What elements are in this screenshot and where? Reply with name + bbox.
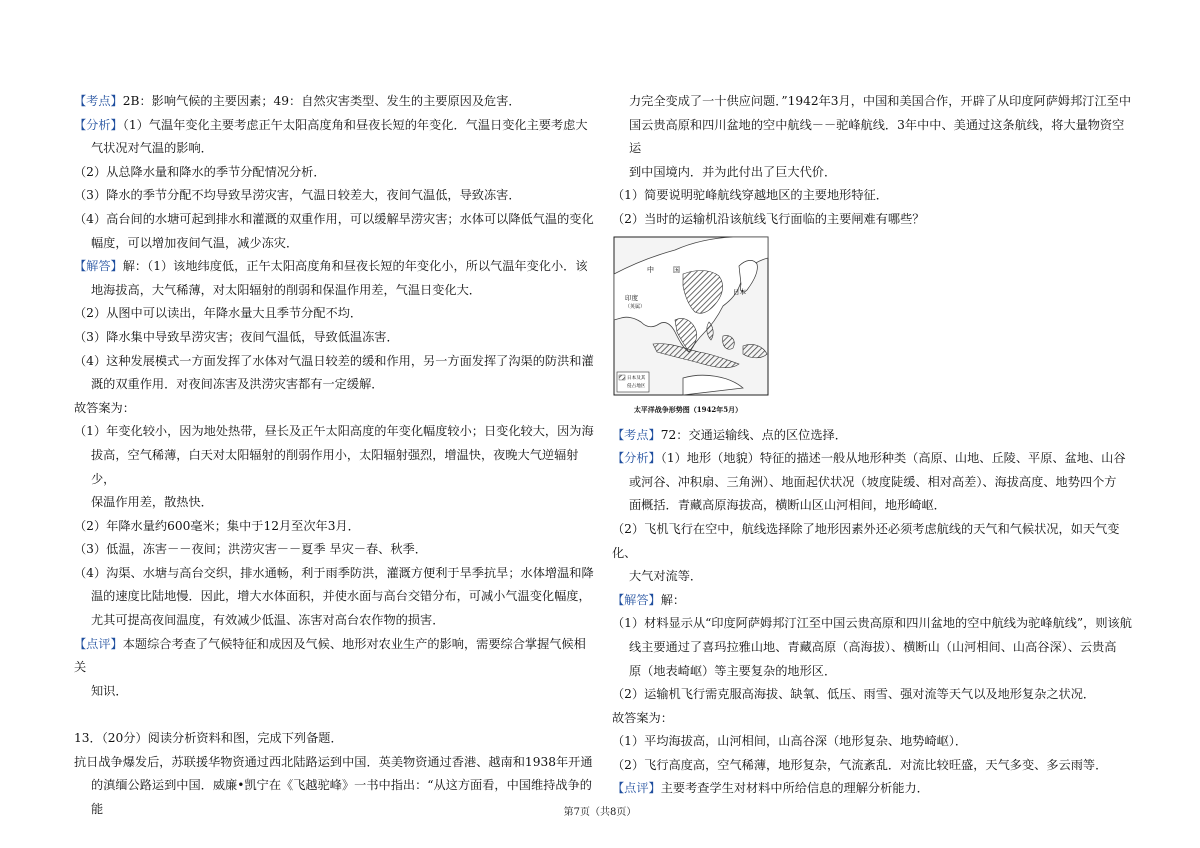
line-text: （3）降水的季节分配不均导致旱涝灾害，气温日较差大，夜间气温低，导致冻害．	[74, 188, 521, 203]
text-line	[612, 114, 1134, 161]
text-line	[612, 161, 1134, 185]
text-line	[612, 471, 1134, 495]
text-line	[74, 444, 594, 491]
line-text: 大气对流等．	[629, 569, 703, 584]
left-column	[74, 90, 594, 821]
line-text: 解：（1）该地纬度低，正午太阳高度角和昼夜长短的年变化小，所以气温年变化小．该	[122, 259, 588, 274]
line-text: （2）飞行高度高，空气稀薄，地形复杂，气流紊乱．对流比较旺盛，天气多变、多云雨等．	[612, 757, 1108, 772]
text-line	[612, 184, 1134, 208]
section-tag: 【解答】	[612, 592, 661, 607]
answer-section	[612, 424, 1134, 802]
text-line	[74, 137, 594, 161]
text-line	[612, 90, 1134, 114]
line-text: 拔高，空气稀薄，白天对太阳辐射的削弱作用小，太阳辐射强烈，增温快，夜晚大气逆辐射少，	[91, 447, 579, 486]
line-text: 气状况对气温的影响．	[91, 141, 213, 156]
text-line	[74, 373, 594, 397]
text-line	[74, 326, 594, 350]
blank-line	[74, 703, 594, 727]
line-text: 尤其可提高夜间温度，有效减少低温、冻害对高台农作物的损害．	[91, 613, 445, 628]
text-line	[74, 397, 594, 421]
text-line	[612, 518, 1134, 565]
text-line	[612, 447, 1134, 471]
text-line	[74, 609, 594, 633]
text-line	[74, 585, 594, 609]
map-label-india: 印度	[625, 293, 638, 302]
map-caption: 太平洋战争形势图（1942年5月）	[633, 405, 743, 415]
section-tag: 【考点】	[74, 94, 123, 108]
line-text: （1）平均海拔高，山河相间，山高谷深（地形复杂、地势崎岖）．	[612, 734, 968, 749]
text-line	[74, 161, 594, 185]
section-tag: 【分析】	[74, 117, 123, 132]
line-text: （1）材料显示从“印度阿萨姆邦汀江至中国云贵高原和四川盆地的空中航线为驼峰航线”，则该航	[612, 616, 1132, 631]
text-line	[74, 420, 594, 444]
line-text: （4）沟渠、水塘与高台交织，排水通畅，利于雨季防洪，灌溉方便利于旱季抗旱；水体增温和降	[74, 565, 594, 580]
text-line	[612, 424, 1134, 448]
map-image	[613, 236, 769, 396]
line-text: 原（地表崎岖）等主要复杂的地形区．	[629, 663, 837, 678]
line-text: （1）气温年变化主要考虑正午太阳高度角和昼夜长短的年变化．气温日变化主要考虑大	[122, 117, 588, 132]
text-line	[74, 751, 594, 775]
line-text: （4）高台间的水塘可起到排水和灌溉的双重作用，可以缓解旱涝灾害；水体可以降低气温的变化	[74, 211, 594, 226]
line-text: 2B：影响气候的主要因素；49：自然灾害类型、发生的主要原因及危害．	[122, 94, 521, 108]
line-text: 知识．	[91, 683, 128, 698]
text-line	[612, 754, 1134, 778]
text-line	[612, 660, 1134, 684]
line-text: 幅度，可以增加夜间气温，减少冻灾．	[91, 235, 299, 250]
text-line	[74, 114, 594, 138]
map-label-japan: 日本	[733, 287, 746, 296]
text-line	[612, 777, 1134, 801]
text-line	[74, 232, 594, 256]
line-text: 故答案为：	[74, 400, 135, 415]
line-text: （1）简要说明驼峰航线穿越地区的主要地形特征．	[612, 188, 888, 203]
section-tag: 【考点】	[612, 427, 661, 442]
line-text: （2）飞机飞行在空中，航线选择除了地形因素外还必须考虑航线的天气和气候状况，如天气变化、	[612, 521, 1120, 560]
line-text: （4）这种发展模式一方面发挥了水体对气温日较差的缓和作用，另一方面发挥了沟渠的防洪和灌	[74, 353, 594, 368]
text-line	[74, 279, 594, 303]
text-line	[74, 727, 594, 751]
line-text: 到中国境内．并为此付出了巨大代价．	[629, 164, 837, 179]
line-text: 主要考查学生对材料中所给信息的理解分析能力．	[660, 781, 929, 796]
line-text: 抗日战争爆发后，苏联援华物资通过西北陆路运到中国．英美物资通过香港、越南和1938年开通	[74, 754, 593, 769]
text-line	[74, 538, 594, 562]
line-text: 本题综合考查了气候特征和成因及气候、地形对农业生产的影响，需要综合掌握气候相关	[74, 636, 586, 675]
line-text: 国云贵高原和四川盆地的空中航线－－驼峰航线．3年中中、美通过这条航线，将大量物资空运	[629, 117, 1125, 156]
map-label-guo: 国	[673, 265, 680, 274]
text-line	[74, 633, 594, 680]
text-line	[612, 565, 1134, 589]
text-line	[612, 707, 1134, 731]
line-text: 72：交通运输线、点的区位选择．	[660, 427, 847, 442]
line-text: 面概括．青藏高原海拔高，横断山区山河相间，地形崎岖．	[629, 498, 946, 513]
text-line	[74, 90, 594, 114]
line-text: （1）地形（地貌）特征的描述一般从地形种类（高原、山地、丘陵、平原、盆地、山谷	[660, 451, 1126, 466]
line-text: （3）降水集中导致旱涝灾害；夜间气温低，导致低温冻害．	[74, 329, 399, 344]
line-text: 解：	[660, 592, 686, 607]
question-text	[612, 90, 1134, 232]
line-text: （2）当时的运输机沿该航线飞行面临的主要闸难有哪些？	[612, 211, 925, 226]
map-label-china: 中	[647, 265, 654, 274]
map-legend-line1: 日本及其	[627, 375, 646, 381]
section-tag: 【分析】	[612, 451, 661, 466]
text-line	[74, 562, 594, 586]
line-text: 线主要通过了喜玛拉雅山地、青藏高原（高海拔）、横断山（山河相间、山高谷深）、云贵高	[629, 639, 1117, 654]
right-column	[612, 90, 1134, 801]
page-footer: 第7页（共8页）	[563, 807, 637, 818]
line-text: 溉的双重作用．对夜间冻害及洪涝灾害都有一定缓解．	[91, 377, 384, 392]
text-line	[612, 589, 1134, 613]
text-line	[74, 208, 594, 232]
map-label-yingshu: （英属）	[625, 303, 646, 310]
text-line	[74, 255, 594, 279]
text-line	[74, 491, 594, 515]
line-text: （3）低温，冻害－－夜间；洪涝灾害－－夏季 旱灾－春、秋季．	[74, 542, 427, 557]
text-line	[612, 683, 1134, 707]
section-tag: 【点评】	[612, 781, 661, 796]
text-line	[612, 494, 1134, 518]
map-legend-line2: 侵占地区	[627, 383, 646, 389]
line-text: 故答案为：	[612, 710, 673, 725]
pacific-war-map	[613, 236, 769, 415]
line-text: 或河谷、冲积扇、三角洲）、地面起伏状况（坡度陡缓、相对高差）、海拔高度、地势四个方	[629, 474, 1117, 489]
section-tag: 【点评】	[74, 636, 123, 651]
text-line	[74, 350, 594, 374]
line-text: （2）从总降水量和降水的季节分配情况分析．	[74, 164, 326, 179]
text-line	[612, 730, 1134, 754]
text-line	[74, 515, 594, 539]
line-text: 温的速度比陆地慢．因此，增大水体面积，并使水面与高台交错分布，可减小气温变化幅度，	[91, 589, 591, 604]
line-text: （1）年变化较小，因为地处热带，昼长及正午太阳高度的年变化幅度较小；日变化较大，因为海	[74, 424, 594, 439]
text-line	[612, 208, 1134, 232]
line-text: （2）年降水量约600毫米；集中于12月至次年3月．	[74, 518, 360, 533]
line-text: （2）运输机飞行需克服高海拔、缺氧、低压、雨雪、强对流等天气以及地形复杂之状况．	[612, 687, 1096, 702]
line-text: 保温作用差，散热快．	[91, 495, 213, 510]
line-text: 力完全变成了一十供应问题．”1942年3月，中国和美国合作，开辟了从印度阿萨姆邦汀江至中	[629, 94, 1132, 108]
line-text: 的滇缅公路运到中国．威廉•凯宁在《飞越驼峰》一书中指出：“从这方面看，中国维持战争的能	[91, 778, 592, 816]
text-line	[74, 184, 594, 208]
text-line	[612, 636, 1134, 660]
text-line	[74, 680, 594, 704]
text-line	[612, 612, 1134, 636]
line-text: 13．（20分）阅读分析资料和图，完成下列备题．	[74, 731, 343, 746]
text-line	[74, 302, 594, 326]
line-text: 地海拔高，大气稀薄，对太阳辐射的削弱和保温作用差，气温日变化大．	[91, 282, 481, 297]
section-tag: 【解答】	[74, 259, 123, 274]
line-text: （2）从图中可以读出，年降水量大且季节分配不均．	[74, 306, 363, 321]
